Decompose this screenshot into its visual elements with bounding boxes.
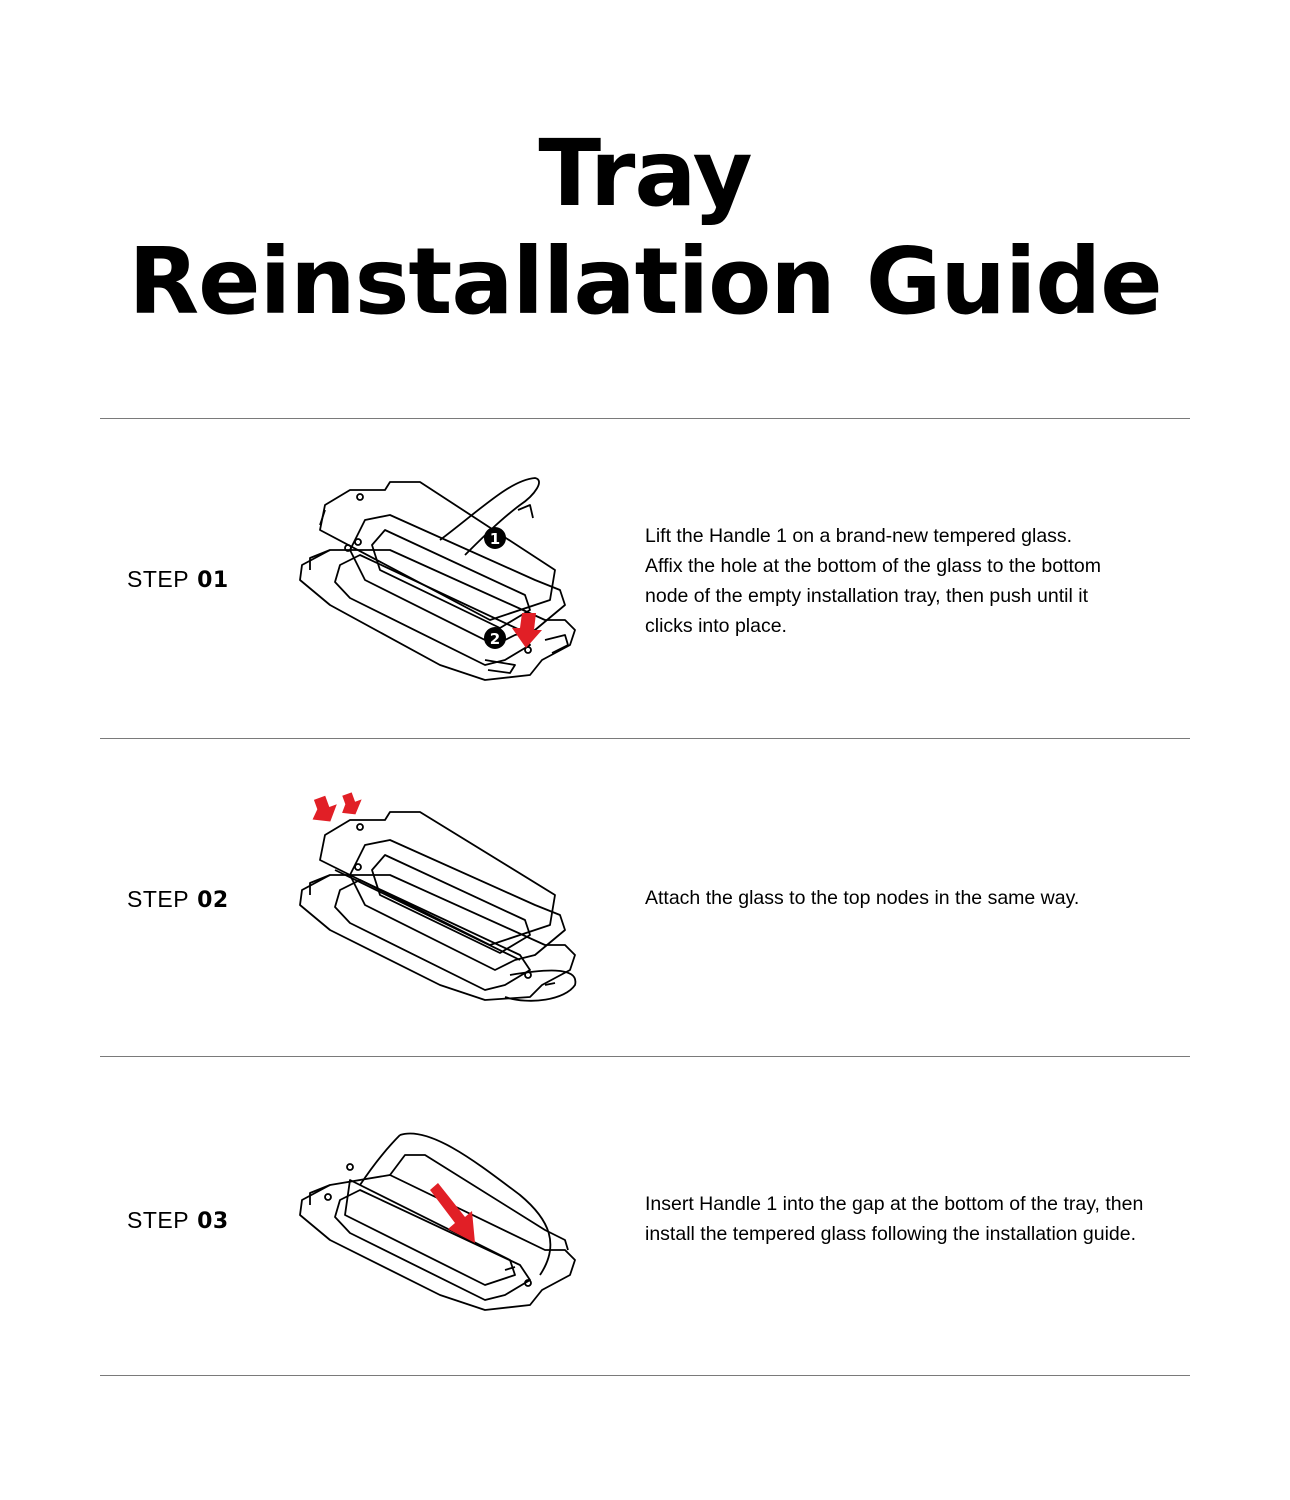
step-03-illustration — [290, 1125, 590, 1320]
marker-2-label: 2 — [489, 630, 501, 648]
divider — [100, 418, 1190, 419]
push-arrow — [306, 793, 341, 827]
step-number: 01 — [197, 568, 229, 593]
description-line: Lift the Handle 1 on a brand-new tempered glass. — [645, 525, 1073, 547]
tray-outline — [300, 875, 575, 1000]
description-line: Insert Handle 1 into the gap at the bottom of the tray, then — [645, 1193, 1144, 1215]
description-line: clicks into place. — [645, 615, 787, 637]
step-02-illustration — [290, 785, 590, 1010]
page-title-line-2: Reinstallation Guide — [128, 228, 1162, 335]
step-word: STEP — [127, 1207, 190, 1233]
step-02-description — [645, 883, 1205, 913]
step-03-label — [127, 1207, 229, 1234]
step-word: STEP — [127, 886, 190, 912]
step-word: STEP — [127, 566, 190, 592]
tray-inner — [335, 555, 530, 665]
step-number: 02 — [197, 888, 229, 913]
push-arrow — [337, 790, 366, 819]
page-title-line-1: Tray — [538, 120, 752, 227]
step-03-description — [645, 1189, 1205, 1249]
description-line: Affix the hole at the bottom of the glass to the bottom — [645, 555, 1102, 577]
glass-outline — [320, 482, 555, 620]
step-02-label — [127, 886, 229, 913]
step-01-description — [645, 521, 1205, 641]
description-line: Attach the glass to the top nodes in the same way. — [645, 887, 1080, 909]
description-line: install the tempered glass following the installation guide. — [645, 1223, 1137, 1245]
divider — [100, 738, 1190, 739]
divider — [100, 1375, 1190, 1376]
step-01-illustration — [290, 470, 590, 685]
marker-1-label: 1 — [489, 530, 501, 548]
step-number: 03 — [197, 1209, 229, 1234]
divider — [100, 1056, 1190, 1057]
description-line: node of the empty installation tray, then push until it — [645, 585, 1088, 607]
step-01-label — [127, 566, 229, 593]
